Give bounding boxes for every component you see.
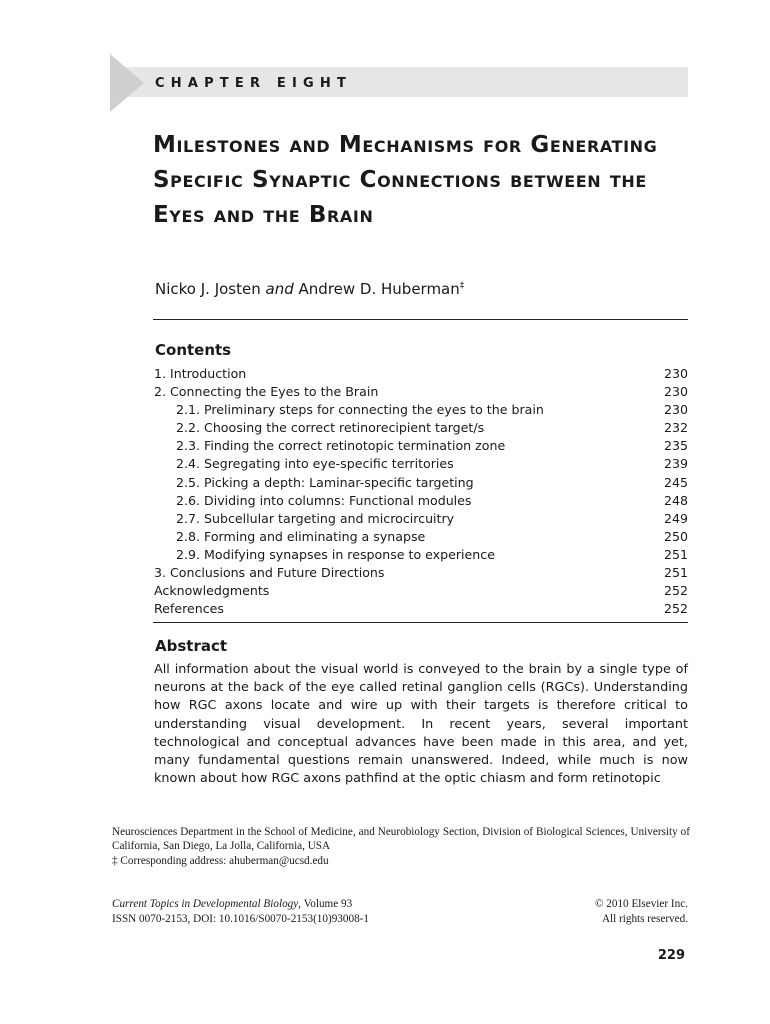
abstract-heading: Abstract [155, 637, 228, 655]
journal-info [112, 897, 369, 927]
toc-entry-title: 2.5. Picking a depth: Laminar-specific targeting [176, 474, 474, 490]
journal-name: Current Topics in Developmental Biology [112, 898, 299, 910]
toc-entry-page: 252 [663, 583, 688, 599]
toc-entry-title: 2.7. Subcellular targeting and microcircuitry [176, 510, 455, 526]
toc-entry [154, 564, 688, 582]
toc-entry [154, 455, 688, 473]
chapter-arrow-icon [110, 54, 144, 112]
toc-entry-page: 251 [663, 565, 688, 581]
toc-entry [154, 492, 688, 510]
toc-entry-title: References [154, 601, 224, 617]
table-of-contents [154, 365, 688, 618]
rights: All rights reserved. [601, 913, 688, 925]
abstract-text: All information about the visual world is conveyed to the brain by a single type of neurons at the back of the eye called retinal ganglion cells (RGCs). Understanding how RGC axons locate and wire up with their targets is therefore critical to understanding visual development. In recent years, several important technological and conceptual advances have been made in this area, and yet, many fundamental questions remain unanswered. Indeed, while much is now known about how RGC axons pathfind at the optic chiasm and form retinotopic [154, 662, 688, 787]
correspondence-text: ‡ Corresponding address: ahuberman@ucsd.edu [112, 854, 329, 867]
toc-entry-page: 235 [663, 438, 688, 454]
issn-doi: ISSN 0070-2153, DOI: 10.1016/S0070-2153(10)93008-1 [112, 913, 369, 925]
toc-entry [154, 437, 688, 455]
affiliation-footnote [112, 825, 690, 868]
affiliation-text: Neurosciences Department in the School of Medicine, and Neurobiology Section, Division of Biological Sciences, University of California, San Diego, La Jolla, California, USA [112, 826, 690, 853]
author-name: Nicko J. Josten [155, 280, 261, 298]
toc-entry-page: 249 [663, 510, 688, 526]
toc-entry-page: 252 [663, 601, 688, 617]
copyright-info [595, 897, 688, 927]
toc-entry-page: 230 [663, 402, 688, 418]
toc-entry-title: 2.8. Forming and eliminating a synapse [176, 528, 426, 544]
toc-entry-title: 1. Introduction [154, 366, 247, 381]
toc-entry-title: 2.1. Preliminary steps for connecting the eyes to the brain [176, 402, 544, 418]
author-name: Andrew D. Huberman [298, 280, 460, 298]
toc-entry [154, 582, 688, 600]
toc-entry [154, 365, 688, 383]
toc-entry-page: 239 [663, 456, 688, 472]
contents-heading: Contents [155, 341, 232, 359]
toc-entry-title: 2.6. Dividing into columns: Functional modules [176, 492, 472, 508]
toc-entry-page: 251 [663, 546, 688, 562]
toc-entry [154, 401, 688, 419]
toc-entry-title: 2.2. Choosing the correct retinorecipient target/s [176, 420, 485, 436]
toc-entry-title: 2. Connecting the Eyes to the Brain [154, 384, 379, 400]
toc-entry [154, 546, 688, 564]
toc-entry-page: 245 [663, 474, 688, 490]
author-conjunction: and [265, 280, 294, 298]
toc-entry-title: 2.4. Segregating into eye-specific territories [176, 456, 454, 472]
toc-entry-title: 2.9. Modifying synapses in response to experience [176, 546, 495, 562]
chapter-title: Milestones and Mechanisms for Generating Specific Synaptic Connections between the Eyes and the Brain [153, 132, 658, 228]
divider [153, 622, 688, 623]
authors [155, 280, 464, 298]
divider [153, 319, 688, 320]
chapter-label: CHAPTER EIGHT [155, 76, 353, 91]
copyright: © 2010 Elsevier Inc. [594, 898, 688, 910]
toc-entry [154, 528, 688, 546]
toc-entry-page: 232 [663, 420, 688, 436]
toc-entry [154, 600, 688, 618]
toc-entry-title: Acknowledgments [154, 583, 270, 599]
toc-entry-title: 2.3. Finding the correct retinotopic termination zone [176, 438, 506, 454]
toc-entry-page: 230 [663, 366, 688, 381]
toc-entry-page: 248 [663, 492, 688, 508]
toc-entry-page: 230 [663, 384, 688, 400]
toc-entry-title: 3. Conclusions and Future Directions [154, 565, 385, 581]
toc-entry [154, 510, 688, 528]
toc-entry [154, 474, 688, 492]
toc-entry [154, 419, 688, 437]
page-number: 229 [657, 948, 685, 963]
toc-entry [154, 383, 688, 401]
toc-entry-page: 250 [663, 528, 688, 544]
author-footnote-mark: ‡ [459, 281, 465, 291]
journal-volume: , Volume 93 [298, 898, 353, 910]
